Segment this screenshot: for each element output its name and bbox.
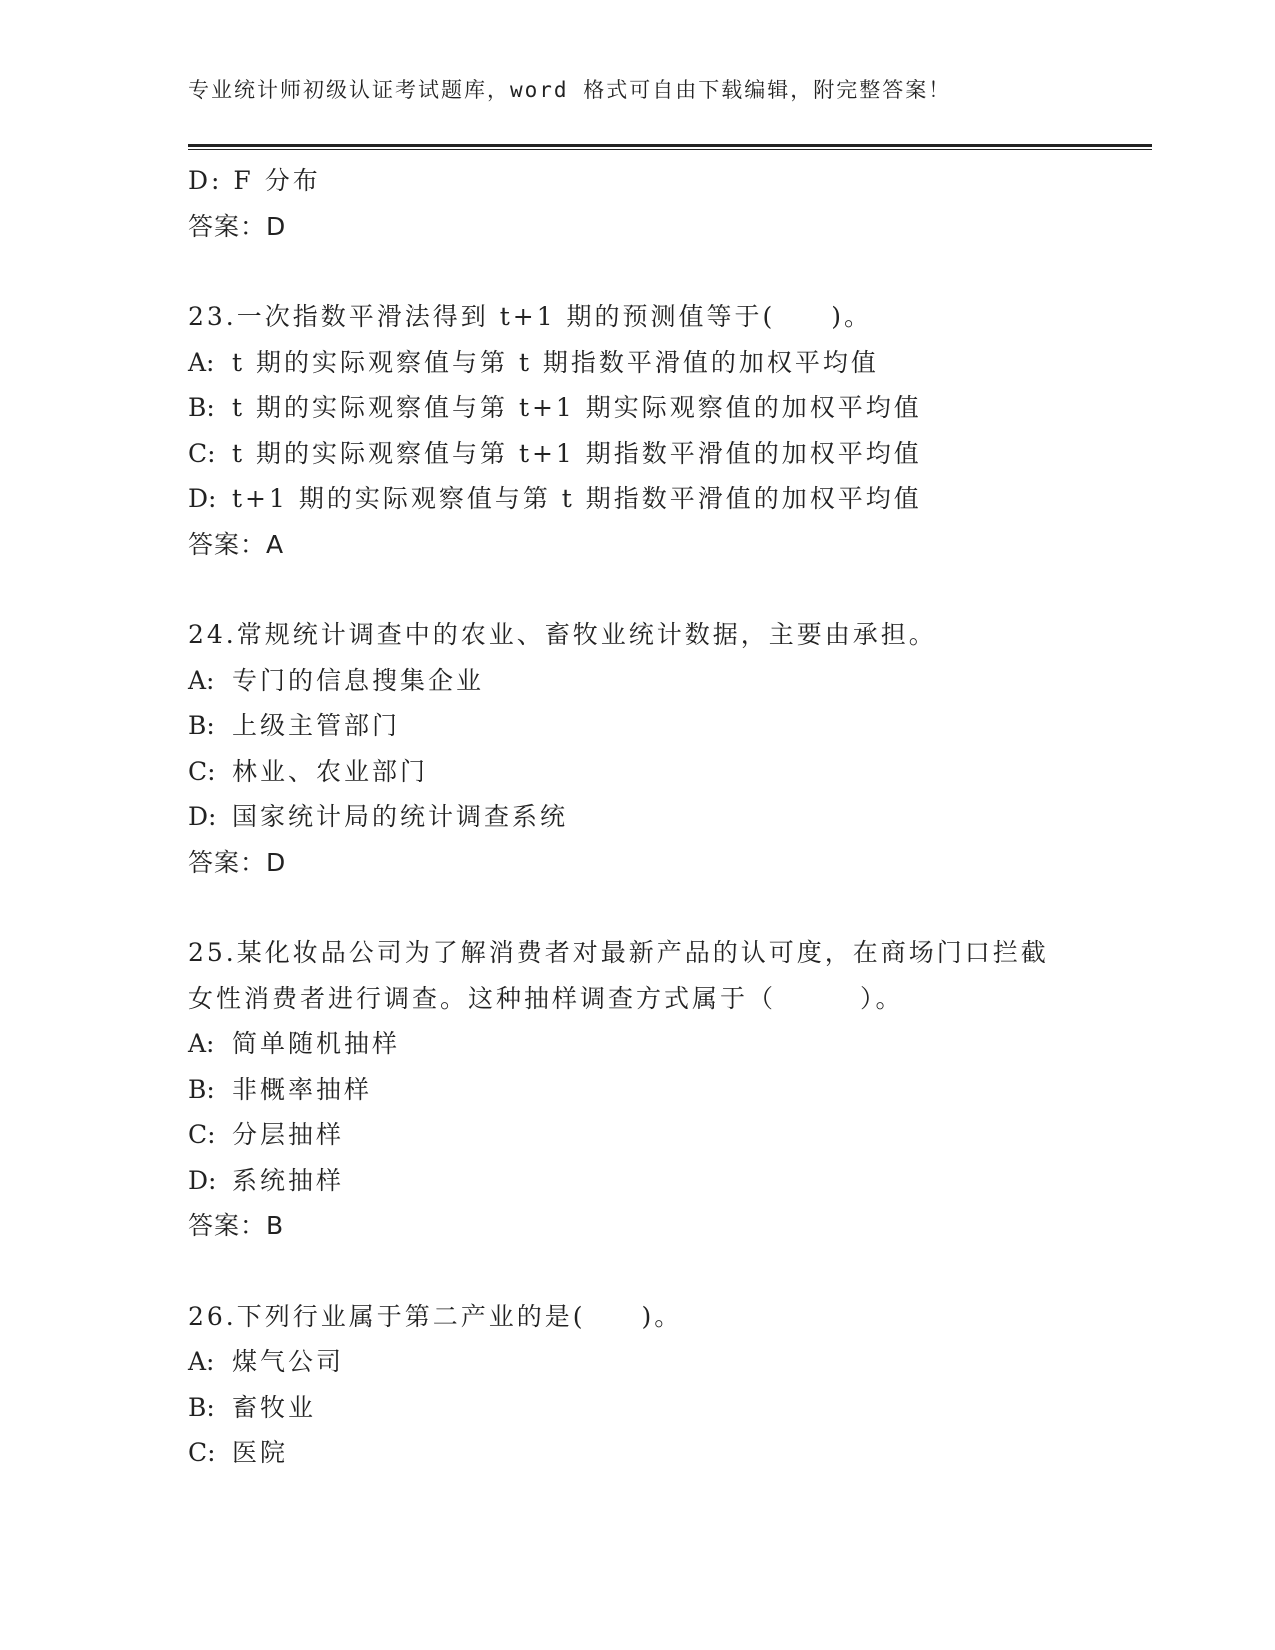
option-text: 国家统计局的统计调查系统 <box>232 802 569 831</box>
question-24 <box>188 612 1152 885</box>
option-text: 林业、农业部门 <box>232 756 429 786</box>
option-letter: B: <box>188 1392 215 1422</box>
option-letter: C: <box>188 1438 216 1467</box>
option-letter: D: <box>188 1165 217 1195</box>
option-text: t 期的实际观察值与第 t+1 期指数平滑值的加权平均值 <box>232 438 922 468</box>
option-letter: B: <box>188 711 215 740</box>
option-d <box>188 476 1152 522</box>
answer-line: 答案：A <box>188 529 285 559</box>
option-letter: C: <box>188 756 216 786</box>
answer-line: 答案：D <box>188 847 287 877</box>
option-text: 分层抽样 <box>232 1120 345 1149</box>
answer-line: 答案：B <box>188 1211 285 1240</box>
option-c <box>188 431 1152 477</box>
question-stem-line-1: 25.某化妆品公司为了解消费者对最新产品的认可度，在商场门口拦截 <box>188 938 1049 967</box>
spacer <box>188 1249 1152 1294</box>
option-text: 上级主管部门 <box>232 711 401 740</box>
option-text: 畜牧业 <box>232 1392 317 1422</box>
option-letter: B: <box>188 1074 215 1104</box>
option-c <box>188 1112 1152 1158</box>
option-letter: B: <box>188 393 215 422</box>
option-b <box>188 385 1152 431</box>
question-26 <box>188 1294 1152 1476</box>
option-text: 简单随机抽样 <box>232 1029 401 1058</box>
option-text: t+1 期的实际观察值与第 t 期指数平滑值的加权平均值 <box>232 484 922 513</box>
option-b <box>188 1385 1152 1431</box>
option-letter: D: <box>188 484 217 513</box>
option-text: 煤气公司 <box>232 1347 345 1376</box>
spacer <box>188 567 1152 612</box>
option-text: 非概率抽样 <box>232 1074 373 1104</box>
question-23 <box>188 294 1152 567</box>
question-stem: 23.一次指数平滑法得到 t+1 期的预测值等于( )。 <box>188 302 873 331</box>
option-b <box>188 703 1152 749</box>
option-letter: A: <box>188 1029 215 1058</box>
option-c <box>188 1430 1152 1476</box>
option-a <box>188 1021 1152 1067</box>
page-header: 专业统计师初级认证考试题库，word 格式可自由下载编辑，附完整答案！ <box>188 78 952 102</box>
option-c <box>188 749 1152 795</box>
continued-answer: 答案：D <box>188 211 287 241</box>
question-stem: 24.常规统计调查中的农业、畜牧业统计数据，主要由承担。 <box>188 620 937 649</box>
option-b <box>188 1067 1152 1113</box>
continued-option-d: D: F 分布 <box>188 166 321 195</box>
option-text: 专门的信息搜集企业 <box>232 665 485 695</box>
option-letter: C: <box>188 438 216 468</box>
spacer <box>188 885 1152 930</box>
option-letter: C: <box>188 1120 216 1149</box>
option-text: t 期的实际观察值与第 t+1 期实际观察值的加权平均值 <box>232 393 922 422</box>
option-a <box>188 340 1152 386</box>
question-25 <box>188 930 1152 1249</box>
option-d <box>188 1158 1152 1204</box>
option-d <box>188 794 1152 840</box>
option-text: 医院 <box>232 1438 289 1467</box>
option-letter: D: <box>188 802 217 831</box>
option-text: 系统抽样 <box>232 1165 345 1195</box>
question-stem-line-2: 女性消费者进行调查。这种抽样调查方式属于（ ）。 <box>188 983 904 1013</box>
option-letter: A: <box>188 1347 215 1376</box>
option-letter: A: <box>188 347 215 377</box>
header-rule-thin <box>188 149 1152 150</box>
option-a <box>188 1339 1152 1385</box>
question-stem: 26.下列行业属于第二产业的是( )。 <box>188 1301 683 1331</box>
option-a <box>188 658 1152 704</box>
header-rule-thick <box>188 144 1152 147</box>
spacer <box>188 249 1152 294</box>
option-letter: A: <box>188 665 215 695</box>
document-body <box>188 158 1152 1476</box>
option-text: t 期的实际观察值与第 t 期指数平滑值的加权平均值 <box>232 347 879 377</box>
